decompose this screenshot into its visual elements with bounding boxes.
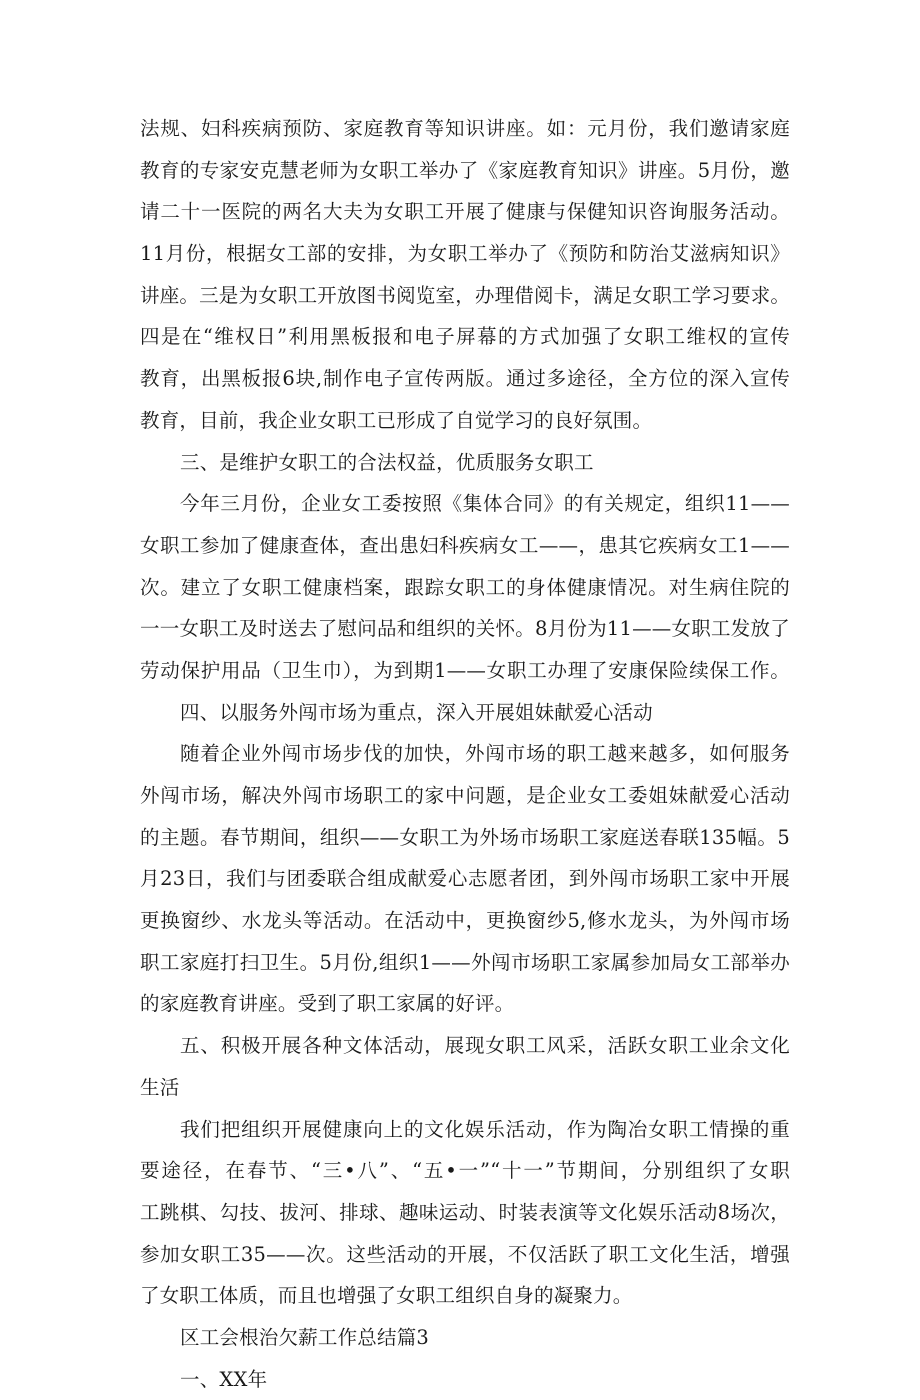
- paragraph-line: 女职工参加了健康查体，查出患妇科疾病女工——，患其它疾病女工1——: [140, 533, 790, 557]
- paragraph-line: 的主题。春节期间，组织——女职工为外场市场职工家庭送春联135幅。5: [140, 825, 790, 849]
- paragraph-line: 职工家庭打扫卫生。5月份,组织1——外闯市场职工家属参加局女工部举办: [140, 950, 790, 974]
- paragraph-line: 参加女职工35——次。这些活动的开展，不仅活跃了职工文化生活，增强: [140, 1242, 790, 1266]
- paragraph-line: 外闯市场，解决外闯市场职工的家中问题，是企业女工委姐妹献爱心活动: [140, 784, 790, 807]
- section-heading: 生活: [140, 1075, 180, 1099]
- paragraph-line: 更换窗纱、水龙头等活动。在活动中，更换窗纱5,修水龙头，为外闯市场: [140, 909, 790, 933]
- paragraph-line: 工跳棋、勾技、拔河、排球、趣味运动、时装表演等文化娱乐活动8场次，: [140, 1200, 790, 1224]
- section-heading: 三、是维护女职工的合法权益，优质服务女职工: [180, 450, 594, 474]
- paragraph-line: 了女职工体质，而且也增强了女职工组织自身的凝聚力。: [140, 1284, 633, 1308]
- section-heading: 一、XX年: [180, 1367, 268, 1391]
- document-body: [140, 108, 790, 1400]
- paragraph-line: 我们把组织开展健康向上的文化娱乐活动，作为陶冶女职工情操的重: [180, 1117, 790, 1141]
- paragraph-line: 11月份，根据女工部的安排，为女职工举办了《预防和防治艾滋病知识》: [140, 242, 790, 266]
- section-heading: 五、积极开展各种文体活动，展现女职工风采，活跃女职工业余文化: [180, 1034, 790, 1058]
- paragraph-line: 教育的专家安克慧老师为女职工举办了《家庭教育知识》讲座。5月份，邀: [140, 158, 790, 182]
- paragraph-line: 讲座。三是为女职工开放图书阅览室，办理借阅卡，满足女职工学习要求。: [140, 283, 791, 307]
- paragraph-line: 的家庭教育讲座。受到了职工家属的好评。: [140, 992, 515, 1016]
- paragraph-line: 教育，目前，我企业女职工已形成了自觉学习的良好氛围。: [140, 408, 653, 432]
- paragraph-line: 教育，出黑板报6块,制作电子宣传两版。通过多途径，全方位的深入宣传: [140, 367, 790, 391]
- paragraph-line: 次。建立了女职工健康档案，跟踪女职工的身体健康情况。对生病住院的: [140, 575, 790, 599]
- paragraph-line: 劳动保护用品（卫生巾），为到期1——女职工办理了安康保险续保工作。: [140, 658, 790, 682]
- paragraph-line: 一一女职工及时送去了慰问品和组织的关怀。8月份为11——女职工发放了: [140, 617, 790, 641]
- paragraph-line: 请二十一医院的两名大夫为女职工开展了健康与保健知识咨询服务活动。: [140, 200, 790, 224]
- paragraph-line: 法规、妇科疾病预防、家庭教育等知识讲座。如：元月份，我们邀请家庭: [140, 117, 790, 140]
- paragraph-line: 要途径，在春节、“三•八”、“五•一”“十一”节期间，分别组织了女职: [140, 1159, 790, 1183]
- paragraph-line: 四是在“维权日”利用黑板报和电子屏幕的方式加强了女职工维权的宣传: [140, 325, 790, 349]
- paragraph-line: 月23日，我们与团委联合组成献爱心志愿者团，到外闯市场职工家中开展: [140, 867, 790, 891]
- section-heading: 四、以服务外闯市场为重点，深入开展姐妹献爱心活动: [180, 700, 653, 724]
- document-title: 区工会根治欠薪工作总结篇3: [180, 1325, 430, 1349]
- paragraph-line: 随着企业外闯市场步伐的加快，外闯市场的职工越来越多，如何服务: [180, 742, 790, 766]
- paragraph-line: 今年三月份，企业女工委按照《集体合同》的有关规定，组织11——: [180, 492, 790, 516]
